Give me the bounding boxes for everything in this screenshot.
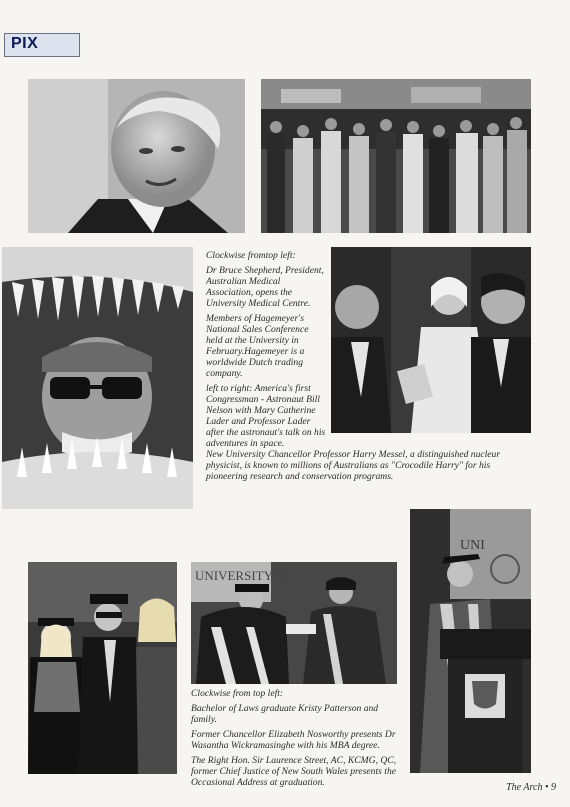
caption-nelson: left to right: America's first Congressman - Astronaut Bill Nelson with Mary Catherine Lader and Professor Lader after the astronaut's talk on his adventures in space. [206,383,326,449]
svg-text:UNI: UNI [460,538,485,553]
photo-graduate-family [28,562,177,774]
photo-nelson-lader [331,247,531,433]
caption-messel: New University Chancellor Professor Harry Messel, a distinguished nucleur physicist, is known to millions of Australians as "Crocodile Harry" for his pioneering research and conservation programs. [206,449,501,482]
photo-hagemeyer-group [261,79,531,233]
banner-text: UNIVERSITY OF [195,568,293,583]
caption-shepherd: Dr Bruce Shepherd, President, Australian Medical Association, opens the University Medical Centre. [206,265,324,309]
caption-patterson: Bachelor of Laws graduate Kristy Patterson and family. [191,703,379,725]
caption-bottom-group [191,688,401,792]
page-footer: The Arch • 9 [506,782,556,793]
caption-bottom-heading: Clockwise from top left: [191,688,284,699]
caption-top-heading: Clockwise fromtop left: [206,250,296,261]
caption-hagemeyer: Members of Hagemeyer's National Sales Conference held at the University in February.Hagemeyer is a worldwide Dutch trading company. [206,313,309,379]
photo-messel-crocodile [2,247,193,509]
photo-nosworthy-degree [191,562,397,684]
photo-street-lectern [410,509,531,773]
caption-top-group [206,250,326,453]
caption-street: The Right Hon. Sir Laurence Street, AC, KCMG, QC, former Chief Justice of New South Wales presents the Occasional Address at graduation. [191,755,397,788]
section-badge [4,33,80,57]
photo-shepherd [28,79,245,233]
caption-nosworthy: Former Chancellor Elizabeth Nosworthy presents Dr Wasantha Wickramasinghe with his MBA degree. [191,729,396,751]
section-label: PIX [11,35,39,52]
